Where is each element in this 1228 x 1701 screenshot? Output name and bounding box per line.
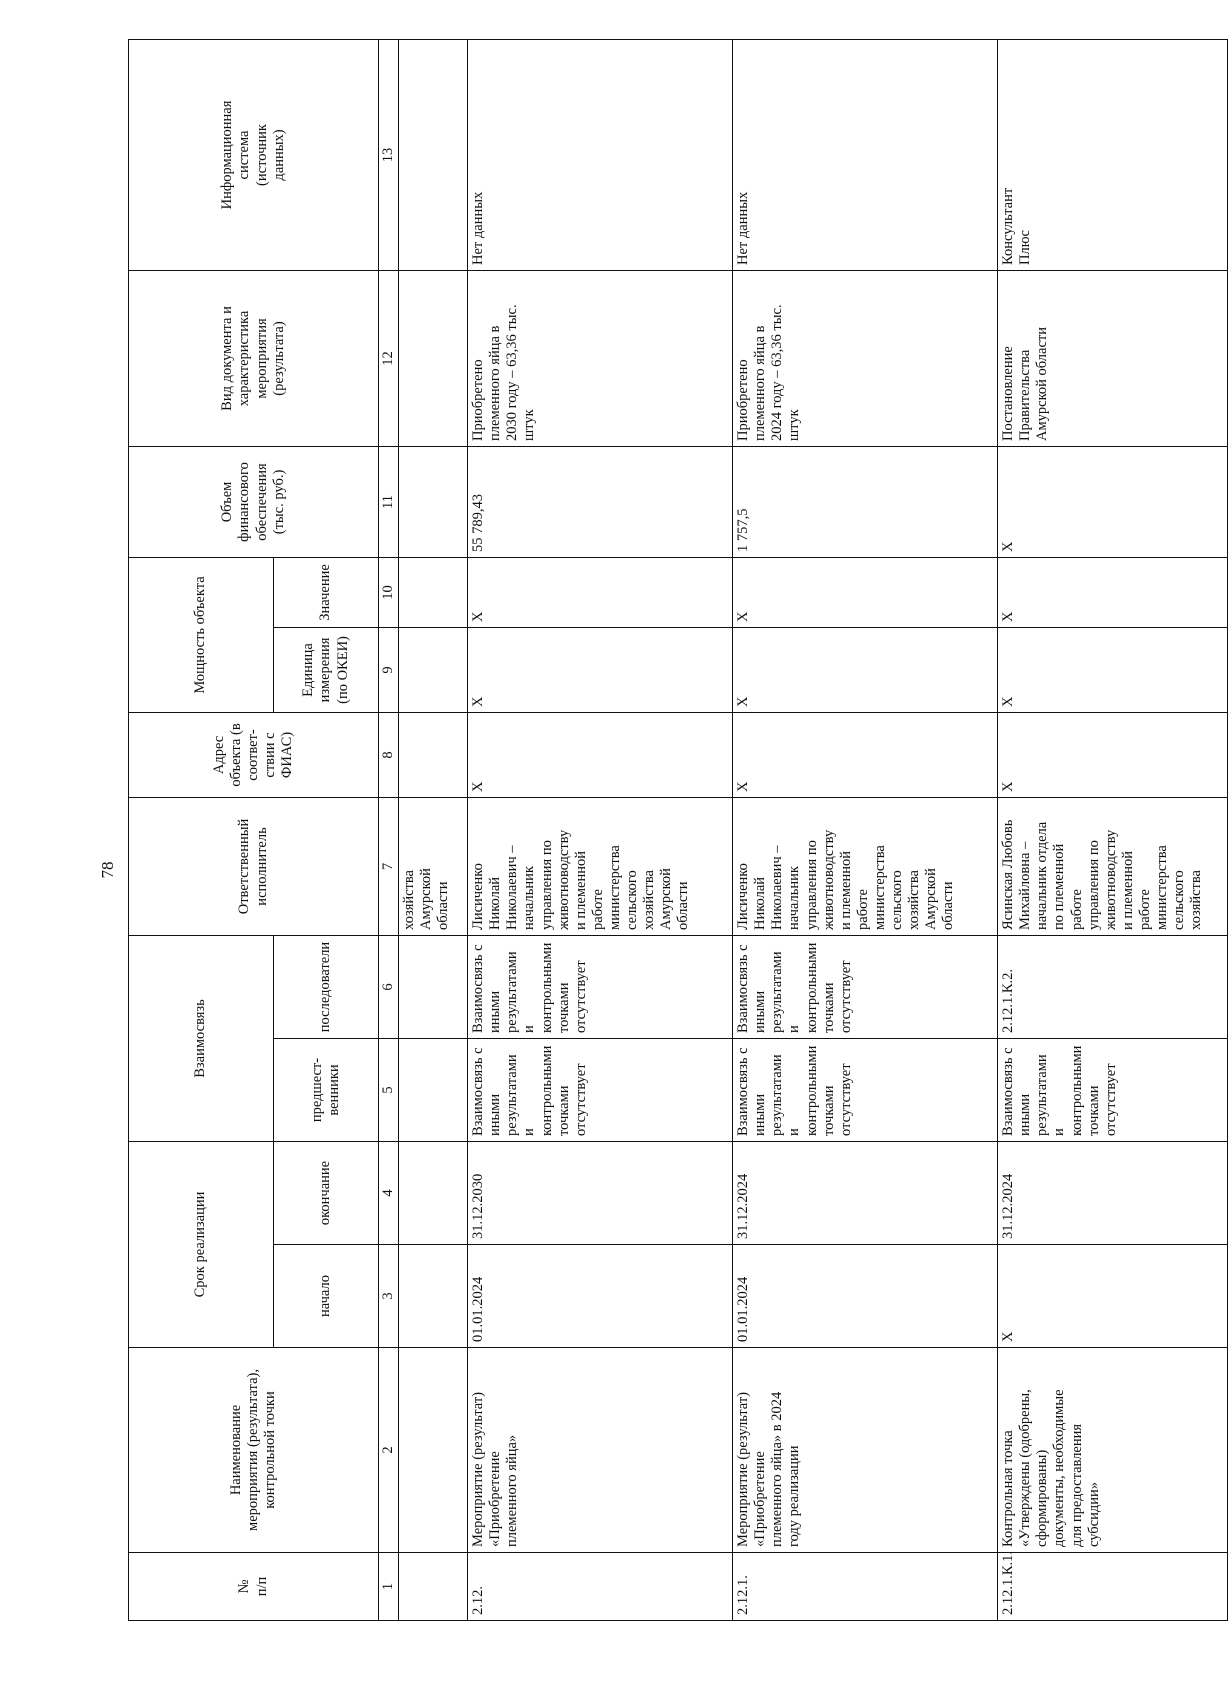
cell-predecessors: Взаимосвязь с иными результатами и контрольными точками отсутствует [468,1039,733,1142]
cell-successors: Взаимосвязь с иными результатами и контрольными точками отсутствует [468,935,733,1038]
cell-funding: 1 757,5 [733,446,998,557]
cell-unit: Х [733,627,998,712]
header-successors: последователи [274,935,379,1038]
col-num: 11 [379,446,399,557]
cell-name: Мероприятие (результат) «Приобретение племенного яйца» [468,1348,733,1553]
col-num: 10 [379,557,399,627]
cell-executor: Лисиченко Николай Николаевич – начальник управления по животноводству и племенной работе министерства сельского хозяйства Амурской области [468,797,733,935]
cell-end: 31.12.2024 [733,1142,998,1245]
col-num: 3 [379,1245,399,1348]
cell-address: Х [468,712,733,797]
col-num: 2 [379,1348,399,1553]
cell-value: Х [733,557,998,627]
cell-info-system: Консультант Плюс [998,39,1228,270]
cell-document: Постановление Правительства Амурской области [998,270,1228,446]
header-executor: Ответственный исполнитель [129,797,379,935]
cell-successors: Взаимосвязь с иными результатами и контрольными точками отсутствует [733,935,998,1038]
cell-number: 2.12. [468,1553,733,1621]
header-number: № п/п [129,1553,379,1621]
cell-successors: 2.12.1.К.2. [998,935,1228,1038]
header-value: Значение [274,557,379,627]
header-address: Адрес объекта (в соответ- ствии с ФИАС) [129,712,379,797]
col-num: 7 [379,797,399,935]
col-num: 1 [379,1553,399,1621]
header-row-1 [129,39,274,1620]
cell-name: Контрольная точка «Утверждены (одобрены, сформированы) документы, необходимые для предоставления субсидии» [998,1348,1228,1553]
col-num: 9 [379,627,399,712]
header-info-system: Информационная система (источник данных) [129,39,379,270]
cell-document: Приобретено племенного яйца в 2030 году – 63,36 тыс. штук [468,270,733,446]
table-row [468,39,733,1620]
cell-value: Х [468,557,733,627]
header-end: окончание [274,1142,379,1245]
cell-start: Х [998,1245,1228,1348]
col-num: 8 [379,712,399,797]
cell-info-system: Нет данных [468,39,733,270]
col-num: 13 [379,39,399,270]
continuation-executor: хозяйства Амурской области [399,797,468,935]
activities-table [128,39,1228,1621]
cell-address: Х [733,712,998,797]
cell-unit: Х [468,627,733,712]
cell-start: 01.01.2024 [468,1245,733,1348]
cell-info-system: Нет данных [733,39,998,270]
header-predecessors: предшест- венники [274,1039,379,1142]
table-row [998,39,1228,1620]
cell-end: 31.12.2030 [468,1142,733,1245]
rotated-table-container [128,40,1205,1621]
header-document: Вид документа и характеристика мероприятия (результата) [129,270,379,446]
cell-predecessors: Взаимосвязь с иными результатами и контрольными точками отсутствует [998,1039,1228,1142]
header-funding: Объем финансового обеспечения (тыс. руб.) [129,446,379,557]
cell-number: 2.12.1. [733,1553,998,1621]
col-num: 12 [379,270,399,446]
cell-funding: Х [998,446,1228,557]
cell-predecessors: Взаимосвязь с иными результатами и контрольными точками отсутствует [733,1039,998,1142]
col-num: 5 [379,1039,399,1142]
cell-unit: Х [998,627,1228,712]
header-capacity: Мощность объекта [129,557,274,712]
table-row [733,39,998,1620]
cell-address: Х [998,712,1228,797]
continuation-row [399,39,468,1620]
header-name: Наименование мероприятия (результата), контрольной точки [129,1348,379,1553]
page-number: 78 [98,861,117,879]
cell-funding: 55 789,43 [468,446,733,557]
header-unit: Единица измерения (по ОКЕИ) [274,627,379,712]
cell-executor: Ясинская Любовь Михайловна – начальник отдела по племенной работе управления по животноводству и племенной работе министерства сельского хозяйства [998,797,1228,935]
cell-start: 01.01.2024 [733,1245,998,1348]
header-period: Срок реализации [129,1142,274,1348]
cell-name: Мероприятие (результат) «Приобретение племенного яйца» в 2024 году реализации [733,1348,998,1553]
header-start: начало [274,1245,379,1348]
cell-value: Х [998,557,1228,627]
cell-end: 31.12.2024 [998,1142,1228,1245]
cell-executor: Лисиченко Николай Николаевич – начальник управления по животноводству и племенной работе министерства сельского хозяйства Амурской области [733,797,998,935]
col-num: 6 [379,935,399,1038]
cell-number: 2.12.1.К.1. [998,1553,1228,1621]
column-number-row [379,39,399,1620]
cell-document: Приобретено племенного яйца в 2024 году – 63,36 тыс. штук [733,270,998,446]
header-relation: Взаимосвязь [129,935,274,1141]
col-num: 4 [379,1142,399,1245]
